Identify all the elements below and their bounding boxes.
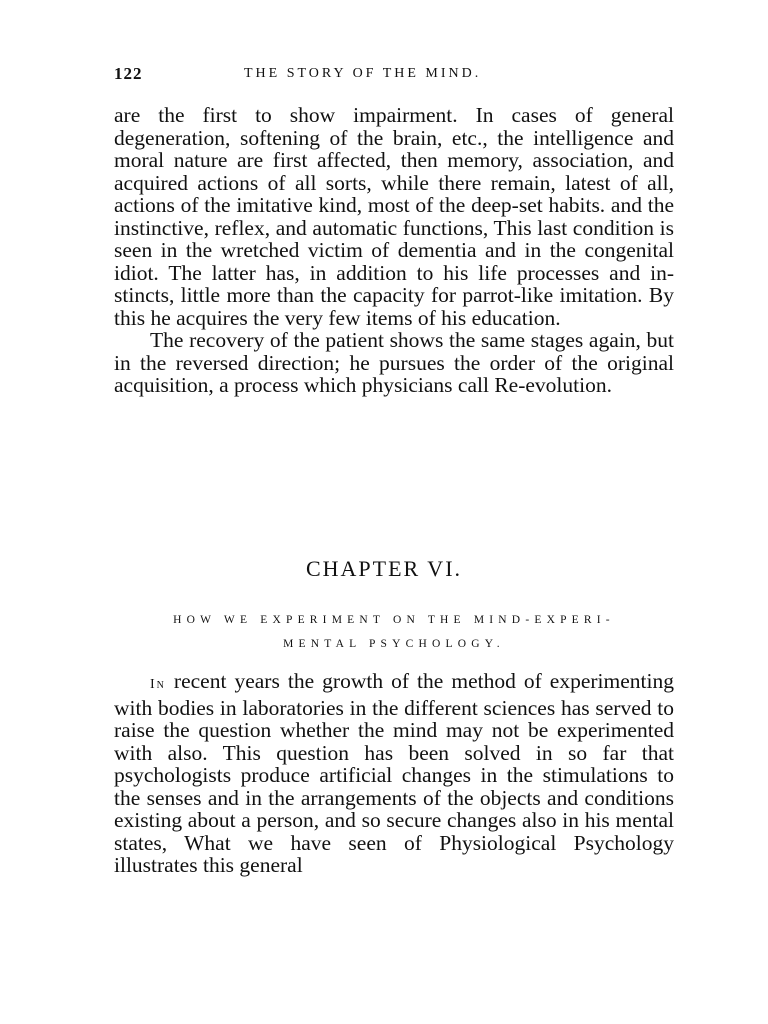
paragraph-experiment-text: recent years the growth of the method of experimenting with bodies in laboratories in the different sciences has served to raise the question whether the mind may not be experimented with also. This question has been solved in so far that psychologists produce artificial changes in the stimulations to the senses and in the arrangements of the objects and conditions existing about a person, and so secure changes also in his mental states, What we have seen of Physiological Psychology illustrates this general bbox=[114, 669, 674, 877]
chapter-subtitle-line-2: MENTAL PSYCHOLOGY. bbox=[283, 638, 505, 650]
chapter-title: CHAPTER VI. bbox=[305, 556, 463, 581]
paragraph-impairment: are the first to show impairment. In cases of general degeneration, softening of the brain, etc., the intelligence and moral nature are first affected, then memory, association, and acquired actions of all sorts, while there remain, latest of all, actions of the imitative kind, most of the deep-set habits. and the instinctive, reflex, and automatic functions, This last condition is seen in the wretched victim of dementia and in the congenital idiot. The latter has, in addition to his life processes and instincts, little more than the capacity for parrot-like imitation. By this he acquires the very few items of his education. bbox=[114, 103, 674, 330]
chapter-subtitle bbox=[114, 608, 674, 656]
paragraph-recovery: The recovery of the patient shows the same stages again, but in the reversed direction; he pursues the order of the original acquisition, a process which physicians call Re-evolution. bbox=[114, 328, 674, 397]
chapter-subtitle-line-1: HOW WE EXPERIMENT ON THE MIND-EXPERI- bbox=[173, 614, 615, 626]
running-title: THE STORY OF THE MIND. bbox=[244, 66, 482, 81]
page-number: 122 bbox=[114, 64, 143, 83]
opening-word: In bbox=[150, 677, 166, 692]
paragraph-experiment bbox=[114, 670, 674, 877]
text-block-continued bbox=[114, 104, 674, 397]
page-header bbox=[114, 64, 674, 86]
text-block-chapter-vi bbox=[114, 670, 674, 877]
